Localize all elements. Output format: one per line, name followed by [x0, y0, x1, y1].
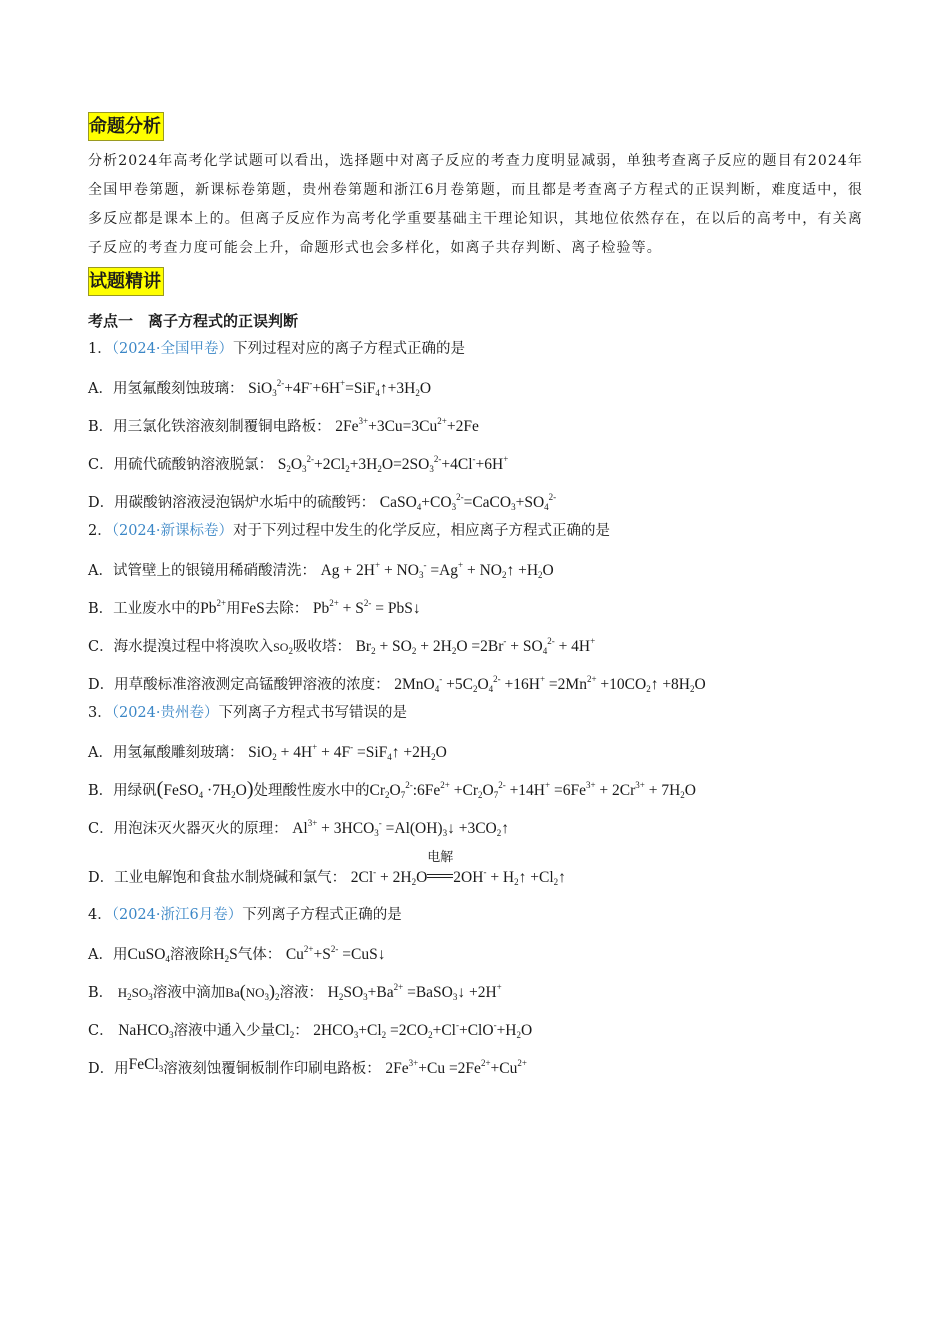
- option-letter: C．: [88, 457, 114, 473]
- option-text: 溶液：: [279, 985, 324, 1001]
- condition-label: 电解: [427, 850, 454, 865]
- option-letter: B．: [88, 601, 114, 617]
- option-text: 气体：: [237, 947, 282, 963]
- question-2-stem: [88, 516, 863, 546]
- question-4-stem: [88, 900, 863, 930]
- option-text: 用氢氟酸雕刻玻璃：: [112, 745, 244, 761]
- option-text: 溶液中滴加: [152, 985, 226, 1001]
- question-2-option-b[interactable]: [88, 584, 863, 622]
- question-stem: 下列离子方程式书写错误的是: [218, 705, 407, 721]
- option-text: 用三氯化铁溶液刻制覆铜电路板：: [113, 419, 331, 435]
- question-4-option-b[interactable]: [88, 968, 863, 1006]
- species: $H_2S$: [213, 946, 238, 964]
- option-text: 海水提溴过程中将溴吹入: [113, 639, 274, 655]
- question-1-stem: [88, 334, 863, 364]
- option-text: 工业废水中的: [113, 601, 201, 617]
- option-letter: D．: [88, 1061, 115, 1077]
- species: FeCl$_3$: [128, 1056, 164, 1074]
- analysis-paragraph: 分析2024年高考化学试题可以看出，选择题中对离子反应的考查力度明显减弱，单独考查离子反应的题目有2024年全国甲卷第题，新课标卷第题，贵州卷第题和浙江6月卷第题，而且都是考查离子方程式的正误判断，难度适中，很多反应都是课本上的。但离子反应作为高考化学重要基础主干理论知识，其地位依然存在，在以后的高考中，有关离子反应的考查力度可能会上升，命题形式也会多样化，如离子共存判断、离子检验等。: [88, 153, 863, 256]
- species: NaHCO$_3$: [118, 1022, 174, 1040]
- question-3-option-d[interactable]: [88, 842, 863, 890]
- question-1-option-d[interactable]: [88, 478, 863, 516]
- question-stem: 下列过程对应的离子方程式正确的是: [233, 341, 465, 357]
- question-stem: 对于下列过程中发生的化学反应，相应离子方程式正确的是: [233, 523, 610, 539]
- option-text: 溶液中通入少量: [173, 1023, 276, 1039]
- question-1-option-c[interactable]: [88, 440, 863, 478]
- option-letter: D．: [88, 870, 115, 886]
- option-text: 去除：: [264, 601, 309, 617]
- question-2-option-c[interactable]: [88, 622, 863, 660]
- question-number: 3．: [88, 705, 112, 721]
- option-letter: D．: [88, 677, 115, 693]
- option-letter: B．: [88, 985, 114, 1001]
- option-text: 溶液刻蚀覆铜板制作印刷电路板：: [163, 1061, 381, 1077]
- equation: $Cu^{2+}+S^{2-}$ =CuS↓: [285, 944, 386, 963]
- option-letter: B．: [88, 419, 114, 435]
- question-3-stem: [88, 698, 863, 728]
- question-4-option-a[interactable]: [88, 930, 863, 968]
- equation: $S_2O_3^{2-}+2Cl_2+3H_2O=2SO_3^{2-}+4Cl^-+6H^+$: [277, 454, 509, 474]
- option-letter: B．: [88, 783, 114, 799]
- equation: $Br_2 + SO_2 + 2H_2O =2Br^- + SO_4^{2-} + 4H^+$: [355, 636, 596, 656]
- species: $Ba(NO_3)_2$: [225, 981, 280, 1002]
- question-number: 2．: [88, 523, 112, 539]
- question-source: （2024·新课标卷）: [111, 523, 233, 539]
- option-text: 用草酸标准溶液测定高锰酸钾溶液的浓度：: [114, 677, 390, 693]
- section-heading-lecture: [88, 267, 863, 296]
- question-2-option-d[interactable]: [88, 660, 863, 698]
- option-text: 用: [112, 947, 128, 963]
- question-3-option-c[interactable]: [88, 804, 863, 842]
- option-text: 用泡沫灭火器灭火的原理：: [113, 821, 288, 837]
- option-letter: A．: [88, 745, 113, 761]
- option-letter: A．: [88, 563, 113, 579]
- option-text: 用碳酸钠溶液浸泡锅炉水垢中的硫酸钙：: [114, 495, 376, 511]
- question-source: （2024·贵州卷）: [111, 705, 219, 721]
- option-letter: A．: [88, 947, 113, 963]
- option-text: 工业电解饱和食盐水制烧碱和氯气：: [114, 870, 347, 886]
- option-letter: C．: [88, 1023, 114, 1039]
- equation: $2HCO_3+Cl_2 =2CO_2+Cl^-+ClO^-+H_2O$: [313, 1020, 533, 1040]
- heading-lecture-label: 试题精讲: [88, 267, 164, 296]
- species: $SO_2$: [273, 640, 293, 656]
- equation: $2MnO_4^- +5C_2O_4^{2-} +16H^+ =2Mn^{2+}$ $+10CO_2↑ +8H_2O$: [394, 674, 706, 694]
- topic-title: 考点一 离子方程式的正误判断: [88, 312, 299, 330]
- option-text: 用氢氟酸刻蚀玻璃：: [112, 381, 244, 397]
- option-text: 用: [226, 601, 241, 617]
- species: FeS: [240, 600, 265, 617]
- option-text: 吸收塔：: [292, 639, 351, 655]
- equation: $2Fe^{3+}+3Cu=3Cu^{2+}+2Fe$: [335, 416, 479, 435]
- species: CuSO$_4$: [127, 946, 170, 964]
- section-heading-analysis: [88, 112, 863, 141]
- option-letter: C．: [88, 821, 114, 837]
- heading-analysis-label: 命题分析: [88, 112, 164, 141]
- question-source: （2024·浙江6月卷）: [111, 907, 243, 923]
- question-stem: 下列离子方程式正确的是: [242, 907, 402, 923]
- equation: $Pb^{2+} + S^{2-}$ = PbS↓: [312, 598, 421, 617]
- equation: $Ag + 2H^+ + NO_3^- =Ag^+$ + $NO_2↑ +H_2O$: [320, 560, 554, 580]
- option-letter: D．: [88, 495, 115, 511]
- question-1-option-b[interactable]: [88, 402, 863, 440]
- option-text: 用绿矾: [113, 783, 157, 799]
- species: $H_2SO_3$: [117, 985, 153, 1002]
- equation: $2Cl^- + 2H_2O$ 电解 $2OH^- + H_2↑$ $+Cl_2↑$: [351, 869, 566, 886]
- option-text: 用硫代硫酸钠溶液脱氯：: [113, 457, 274, 473]
- option-text: 处理酸性废水中的: [253, 783, 370, 799]
- question-2-option-a[interactable]: [88, 546, 863, 584]
- equation: $SiO_3^{2-}+4F^-+6H^+=SiF_4↑+3H_2O$: [248, 378, 432, 398]
- equation: $Cr_2O_7^{2-}:6Fe^{2+} +Cr_2O_7^{2-} +14H^+ =6Fe^{3+} + 2Cr^{3+} + 7H_2O$: [369, 780, 696, 800]
- option-text: 试管壁上的银镜用稀硝酸清洗：: [112, 563, 316, 579]
- equation: $2Fe^{3+}+Cu =2Fe^{2+}+Cu^{2+}$: [385, 1058, 527, 1077]
- option-text: 溶液除: [169, 947, 214, 963]
- option-text: 用: [114, 1061, 129, 1077]
- electrolysis-condition: [427, 848, 453, 908]
- question-number: 4．: [88, 907, 112, 923]
- page-content: [88, 112, 863, 1082]
- option-letter: C．: [88, 639, 114, 655]
- option-letter: A．: [88, 381, 113, 397]
- question-1-option-a[interactable]: [88, 364, 863, 402]
- question-3-option-b[interactable]: [88, 766, 863, 804]
- equation: $H_2SO_3+Ba^{2+}$ =BaSO$_3$↓ +2H+: [327, 982, 502, 1002]
- question-number: 1．: [88, 341, 112, 357]
- question-4-option-c[interactable]: C． NaHCO$_3$溶液中通入少量$Cl_2$： $2HCO_3+Cl_2 =2CO_2+Cl^-+ClO^-+H_2O$: [88, 1020, 533, 1040]
- equation: SiO$_2$ + 4H+ + 4F- =SiF$_4$↑ $+2H_2O$: [248, 742, 447, 762]
- species: (FeSO$_4$ $\cdot 7H_2O$): [156, 778, 254, 800]
- equation: $CaSO_4+CO_3^{2-}=CaCO_3+SO_4^{2-}$: [379, 492, 557, 512]
- question-source: （2024·全国甲卷）: [111, 341, 233, 357]
- question-3-option-a[interactable]: [88, 728, 863, 766]
- species: $Cl_2$: [275, 1022, 295, 1040]
- question-4-option-d[interactable]: [88, 1044, 863, 1082]
- species: $Pb^{2+}$: [200, 598, 227, 617]
- equation: $Al^{3+} + 3HCO_3^-$ $=Al(OH)_3↓$ $+3CO_2↑$: [292, 818, 509, 838]
